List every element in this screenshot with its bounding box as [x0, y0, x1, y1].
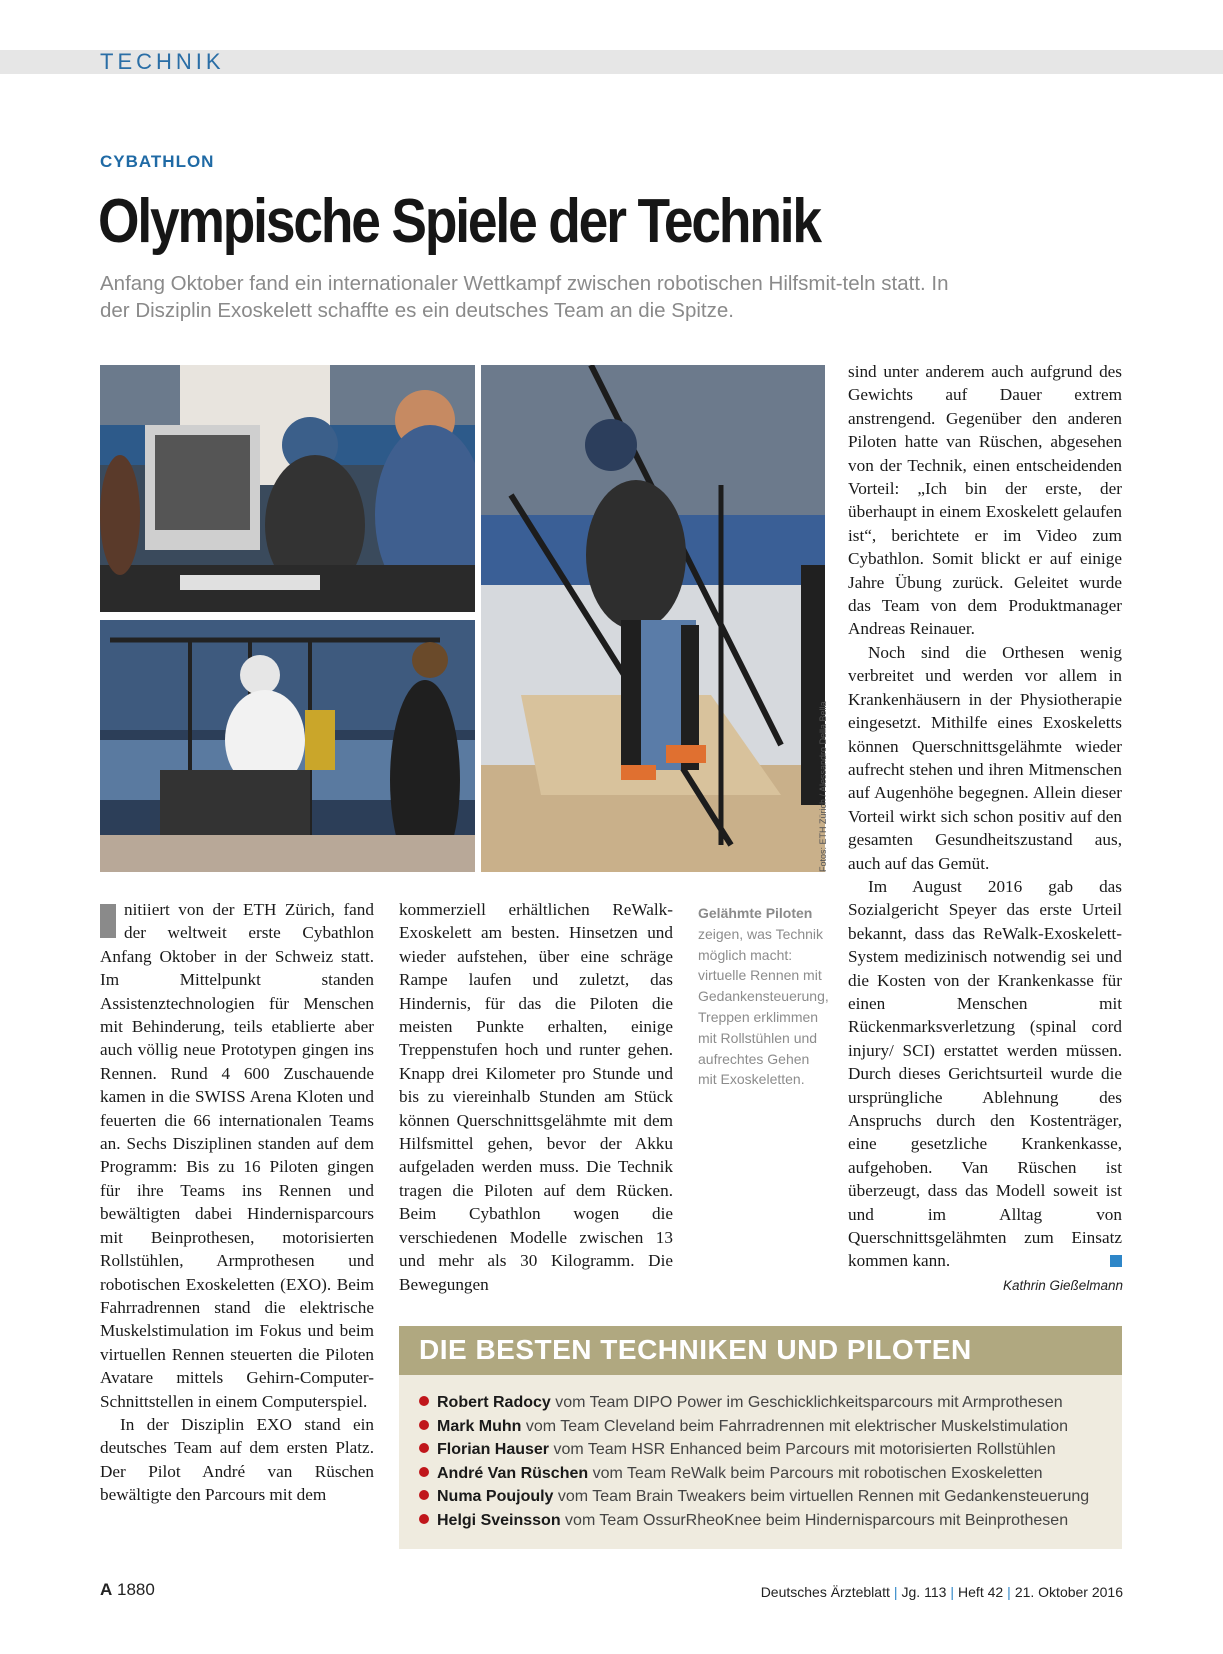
- body-paragraph: Im August 2016 gab das Sozialgericht Speyer das erste Urteil bekannt, dass das ReWalk-Exoskelett-System medizinisch notwendig sei und die Kosten von der Krankenkasse für einen Menschen mit Rückenmarksverletzung (spinal cord injury/ SCI) erstattet werden müssen. Durch dieses Gerichtsurteil wurde die ursprüngliche Ablehnung des Anspruchs durch den Kostenträger, eine gesetzliche Krankenkasse, aufgehoben. Van Rüschen ist überzeugt, dass das Modell soweit ist und im Alltag von Querschnittsgelähmten zum Einsatz kommen kann.: [848, 876, 1122, 1271]
- dropcap: [100, 904, 116, 938]
- photo-wheelchair-stairs: [100, 620, 475, 872]
- list-item: Robert Radocy vom Team DIPO Power im Geschicklichkeitsparcours mit Armprothesen: [419, 1391, 1122, 1415]
- bullet-icon: [419, 1490, 429, 1500]
- end-mark-icon: [1110, 1255, 1122, 1267]
- body-paragraph: sind unter anderem auch aufgrund des Gewichts auf Dauer extrem anstrengend. Gegenüber den anderen Piloten hatte van Rüschen, abgesehen von der Technik, einen entscheidenden Vorteil: „Ich bin der erste, der überhaupt in einem Exoskelett gelaufen ist“, berichtete er im Video zum Cybathlon. Somit blickt er auf einige Jahre Übung zurück. Geleitet wurde das Team von dem Produktmanager Andreas Reinauer.: [848, 362, 1122, 639]
- bullet-icon: [419, 1514, 429, 1524]
- bullet-icon: [419, 1443, 429, 1453]
- photo-exoskeleton-stairs: [481, 365, 825, 872]
- body-paragraph: Noch sind die Orthesen wenig verbreitet und werden vor allem in Krankenhäusern in der Physiotherapie eingesetzt. Mithilfe eines Exoskeletts können Querschnittsgelähmte wieder aufrecht stehen und ihren Mitmenschen auf Augenhöhe begegnen. Allein dieser Vorteil wirkt sich schon positiv auf den gesamten Gesundheitszustand aus, auch auf das Gemüt.: [848, 642, 1122, 873]
- photo-credit: Fotos: ETH Zürich / Alessandro Della Bella: [818, 701, 828, 872]
- kicker: CYBATHLON: [100, 152, 215, 171]
- body-column-left: [100, 898, 374, 1507]
- teaser: Anfang Oktober fand ein internationaler Wettkampf zwischen robotischen Hilfsmit-teln statt. In der Disziplin Exoskelett schaffte es ein deutsches Team an die Spitze.: [100, 272, 949, 322]
- info-box-title: DIE BESTEN TECHNIKEN UND PILOTEN: [399, 1326, 1122, 1375]
- separator: |: [893, 1584, 898, 1600]
- page-number: A 1880: [100, 1580, 155, 1599]
- journal-footer: Deutsches Ärzteblatt | Jg. 113 | Heft 42 | 21. Oktober 2016: [760, 1584, 1123, 1600]
- photo-caption: [698, 903, 830, 1090]
- list-item: Florian Hauser vom Team HSR Enhanced beim Parcours mit motorisierten Rollstühlen: [419, 1438, 1122, 1462]
- list-item: Helgi Sveinsson vom Team OssurRheoKnee beim Hindernisparcours mit Beinprothesen: [419, 1509, 1122, 1533]
- body-paragraph: kommerziell erhältlichen ReWalk-Exoskelett am besten. Hinsetzen und wieder aufstehen, über eine schräge Rampe laufen und zuletzt, das Hindernis, für das die Piloten die meisten Punkte erhalten, einige Treppenstufen hoch und runter gehen. Knapp drei Kilometer pro Stunde und bis zu viereinhalb Stunden am Stück können Querschnittsgelähmte mit dem Hilfsmittel gehen, bevor der Akku aufgeladen werden muss. Die Technik tragen die Piloten auf dem Rücken. Beim Cybathlon wogen die verschiedenen Modelle zwischen 13 und mehr als 30 Kilogramm. Die Bewegungen: [399, 900, 673, 1294]
- bullet-icon: [419, 1467, 429, 1477]
- info-box: [399, 1326, 1122, 1549]
- body-paragraph: nitiiert von der ETH Zürich, fand der weltweit erste Cybathlon Anfang Oktober in der Schweiz statt. Im Mittelpunkt standen Assistenztechnologien für Menschen mit Behinderung, teils etablierte aber auch völlig neue Prototypen gingen ins Rennen. Rund 4 600 Zuschauende kamen in die SWISS Arena Kloten und feuerten die 66 internationalen Teams an. Sechs Disziplinen standen auf dem Programm: Bis zu 16 Piloten gingen für ihre Teams ins Rennen und bewältigten dabei Hindernisparcours mit Beinprothesen, motorisierten Rollstühlen, Armprothesen und robotischen Exoskeletten (EXO). Beim Fahrradrennen stand die elektrische Muskelstimulation im Fokus und beim virtuellen Rennen steuerten die Piloten Avatare mittels Gehirn-Computer-Schnittstellen in einem Computerspiel.: [100, 900, 374, 1411]
- list-item: André Van Rüschen vom Team ReWalk beim Parcours mit robotischen Exoskeletten: [419, 1462, 1122, 1486]
- body-column-right: [848, 360, 1122, 1273]
- list-item: Mark Muhn vom Team Cleveland beim Fahrradrennen mit elektrischer Muskelstimulation: [419, 1415, 1122, 1439]
- photo-virtual-race: [100, 365, 475, 612]
- author: Kathrin Gießelmann: [1002, 1278, 1123, 1293]
- headline: Olympische Spiele der Technik: [98, 187, 820, 256]
- separator: |: [950, 1584, 955, 1600]
- section-label: TECHNIK: [100, 49, 225, 74]
- separator: |: [1007, 1584, 1011, 1600]
- caption-lead: Gelähmte Piloten: [698, 905, 813, 921]
- caption-text: zeigen, was Technik möglich macht: virtuelle Rennen mit Gedankensteuerung, Treppen erklimmen mit Rollstühlen und aufrechtes Gehen mit Exoskeletten.: [698, 925, 829, 1088]
- body-paragraph: In der Disziplin EXO stand ein deutsches Team auf dem ersten Platz. Der Pilot André van Rüschen bewältigte den Parcours mit dem: [100, 1414, 374, 1505]
- bullet-icon: [419, 1420, 429, 1430]
- body-column-middle: [399, 898, 673, 1296]
- info-box-list: [399, 1375, 1122, 1533]
- bullet-icon: [419, 1396, 429, 1406]
- list-item: Numa Poujouly vom Team Brain Tweakers beim virtuellen Rennen mit Gedankensteuerung: [419, 1485, 1122, 1509]
